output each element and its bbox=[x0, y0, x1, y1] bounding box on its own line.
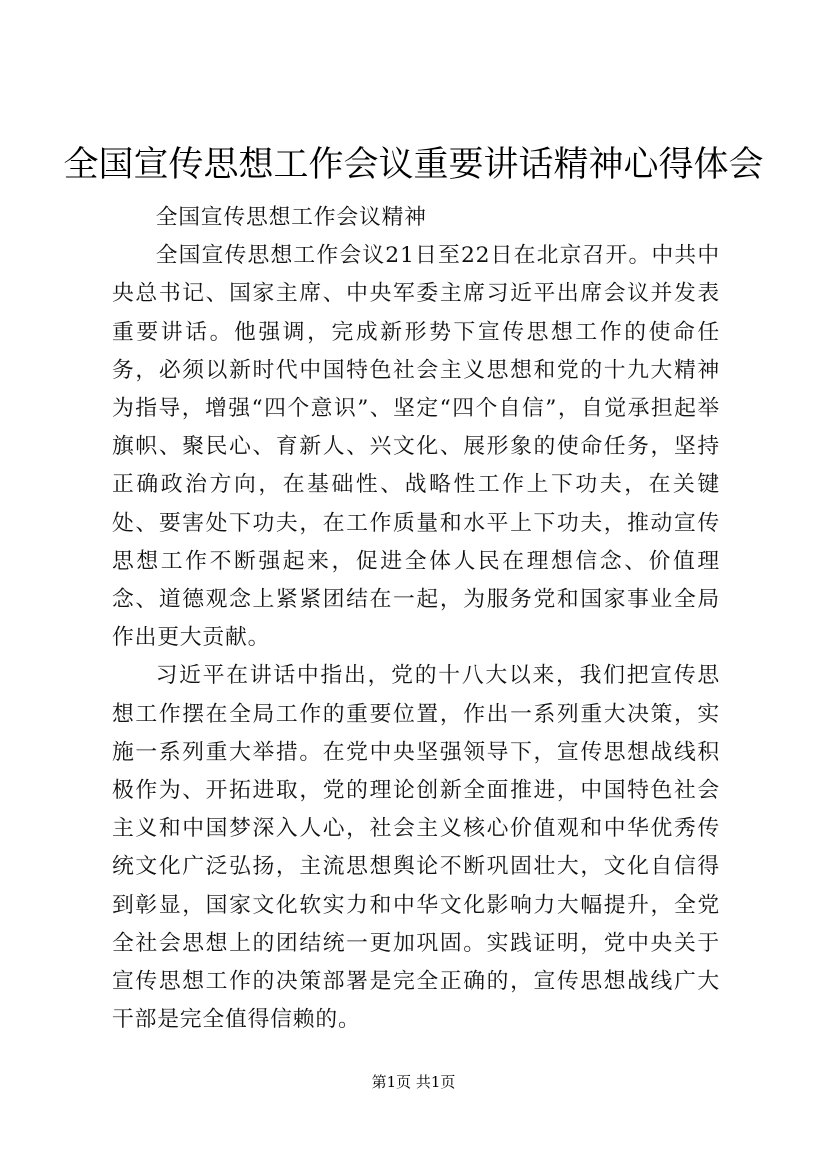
page-number-footer: 第1页 共1页 bbox=[371, 1073, 456, 1091]
document-title: 全国宣传思想工作会议重要讲话精神心得体会 bbox=[63, 145, 764, 185]
document-body bbox=[112, 199, 720, 1039]
paragraph: 全国宣传思想工作会议21日至22日在北京召开。中共中央总书记、国家主席、中央军委主席习近平出席会议并发表重要讲话。他强调，完成新形势下宣传思想工作的使命任务，必须以新时代中国特色社会主义思想和党的十九大精神为指导，增强“四个意识”、坚定“四个自信”，自觉承担起举旗帜、聚民心、育新人、兴文化、展形象的使命任务，坚持正确政治方向，在基础性、战略性工作上下功夫，在关键处、要害处下功夫，在工作质量和水平上下功夫，推动宣传思想工作不断强起来，促进全体人民在理想信念、价值理念、道德观念上紧紧团结在一起，为服务党和国家事业全局作出更大贡献。 bbox=[112, 243, 720, 651]
document-subtitle: 全国宣传思想工作会议精神 bbox=[155, 205, 427, 230]
paragraph: 习近平在讲话中指出，党的十八大以来，我们把宣传思想工作摆在全局工作的重要位置，作出一系列重大决策，实施一系列重大举措。在党中央坚强领导下，宣传思想战线积极作为、开拓进取，党的理论创新全面推进，中国特色社会主义和中国梦深入人心，社会主义核心价值观和中华优秀传统文化广泛弘扬，主流思想舆论不断巩固壮大，文化自信得到彰显，国家文化软实力和中华文化影响力大幅提升，全党全社会思想上的团结统一更加巩固。实践证明，党中央关于宣传思想工作的决策部署是完全正确的，宣传思想战线广大干部是完全值得信赖的。 bbox=[112, 663, 720, 1033]
